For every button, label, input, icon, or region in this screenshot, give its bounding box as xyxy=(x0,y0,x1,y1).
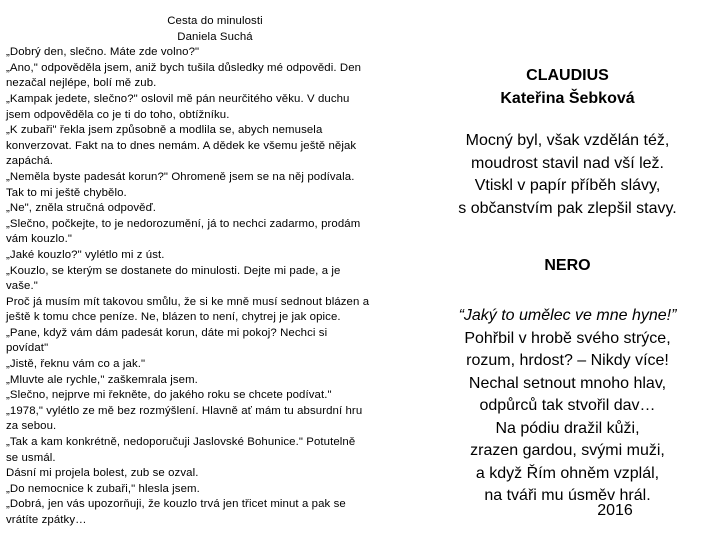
story-title: Cesta do minulosti xyxy=(167,15,263,27)
text-line: Tak to mi ještě chybělo. xyxy=(6,186,127,199)
text-line: vaše." xyxy=(6,280,38,293)
text-line: zapáchá. xyxy=(6,155,54,168)
poem-claudius-title: CLAUDIUS xyxy=(526,67,609,84)
text-line: nezačal nejlépe, bolí mě zub. xyxy=(6,77,157,90)
text-line: Dásní mi projela bolest, zub se ozval. xyxy=(6,467,199,480)
text-line: se usmál. xyxy=(6,451,56,464)
text-line: „Jaké kouzlo?" vylétlo mi z úst. xyxy=(6,248,165,261)
poem-nero-title: NERO xyxy=(544,257,591,274)
text-line: „Neměla byste padesát korun?" Ohromeně jsem se na něj podívala. xyxy=(6,170,355,183)
text-line: rozum, hrdost? – Nikdy více! xyxy=(466,352,669,369)
text-line: Mocný byl, však vzdělán též, xyxy=(465,132,670,149)
poem-claudius-verses xyxy=(425,130,710,220)
text-line: „Dobrá, jen vás upozorňuji, že kouzlo trvá jen třicet minut a pak se xyxy=(6,498,346,511)
text-line: jsem odpověděla co je ti do toho, obtížníku. xyxy=(6,108,230,121)
text-line: zrazen gardou, svými muži, xyxy=(470,442,665,459)
text-line: Pohřbil v hrobě svého strýce, xyxy=(464,329,671,347)
text-line: „Dobrý den, slečno. Máte zde volno?" xyxy=(6,46,200,59)
text-line: s občanstvím pak zlepšil stavy. xyxy=(458,199,677,217)
text-line: moudrost stavil nad vší lež. xyxy=(471,154,664,172)
poem-claudius-author: Kateřina Šebková xyxy=(500,90,635,107)
text-line: a když Řím ohněm vzplál, xyxy=(475,464,660,482)
text-line: na tváři mu úsměv hrál. xyxy=(484,487,651,504)
text-line: odpůrců tak stvořil dav… xyxy=(479,397,656,414)
text-line: „Kouzlo, se kterým se dostanete do minulosti. Dejte mi pade, a je xyxy=(6,264,341,277)
text-line: Proč já musím mít takovou smůlu, že si ke mně musí sednout blázen a xyxy=(6,295,370,308)
text-line: „Ano," odpověděla jsem, aniž bych tušila důsledky mé odpovědi. Den xyxy=(6,61,362,74)
story-text xyxy=(6,45,414,528)
text-line: vrátíte zpátky… xyxy=(6,514,87,526)
text-line: konverzovat. Fakt na to dnes nemám. A dědek ke všemu ještě nějak xyxy=(6,139,357,152)
year-label: 2016 xyxy=(597,502,633,519)
text-line: „Mluvte ale rychle," zaškemrala jsem. xyxy=(6,373,198,386)
poem-nero xyxy=(425,305,710,508)
text-line: Na pódiu dražil kůži, xyxy=(495,419,640,437)
text-line: ještě k tomu chce peníze. Ne, blázen to není, chytrej je jak opice. xyxy=(6,311,341,324)
text-line: „Jistě, řeknu vám co a jak." xyxy=(6,358,146,371)
story-author: Daniela Suchá xyxy=(177,30,253,43)
poem-claudius xyxy=(425,64,710,220)
text-line: „Slečno, počkejte, to je nedorozumění, já to nechci zadarmo, prodám xyxy=(6,217,361,230)
text-line: za sebou. xyxy=(6,420,57,433)
poem-nero-verses xyxy=(425,328,710,508)
story-column xyxy=(6,14,414,529)
text-line: povídat" xyxy=(6,342,49,355)
text-line: vám kouzlo." xyxy=(6,233,73,246)
text-line: „Do nemocnice k zubaři," hlesla jsem. xyxy=(6,482,200,495)
poem-nero-quote: “Jaký to umělec ve mne hyne!” xyxy=(458,307,677,324)
text-line: „Pane, když vám dám padesát korun, dáte mi pokoj? Nechci si xyxy=(6,326,328,339)
text-line: „Slečno, nejprve mi řekněte, do jakého roku se chcete podívat." xyxy=(6,389,332,402)
text-line: Nechal setnout mnoho hlav, xyxy=(468,374,667,392)
text-line: Vtiskl v papír příběh slávy, xyxy=(474,177,661,194)
poems-column xyxy=(425,64,710,508)
text-line: „Kampak jedete, slečno?" oslovil mě pán neurčitého věku. V duchu xyxy=(6,92,350,105)
text-line: „Ne", zněla stručná odpověď. xyxy=(6,202,156,215)
text-line: „Tak a kam konkrétně, nedoporučuji Jaslovské Bohunice." Potutelně xyxy=(6,436,356,449)
text-line: „K zubaři" řekla jsem způsobně a modlila se, abych nemusela xyxy=(6,124,323,137)
text-line: „1978," vylétlo ze mě bez rozmýšlení. Hlavně ať mám tu absurdní hru xyxy=(6,404,363,417)
